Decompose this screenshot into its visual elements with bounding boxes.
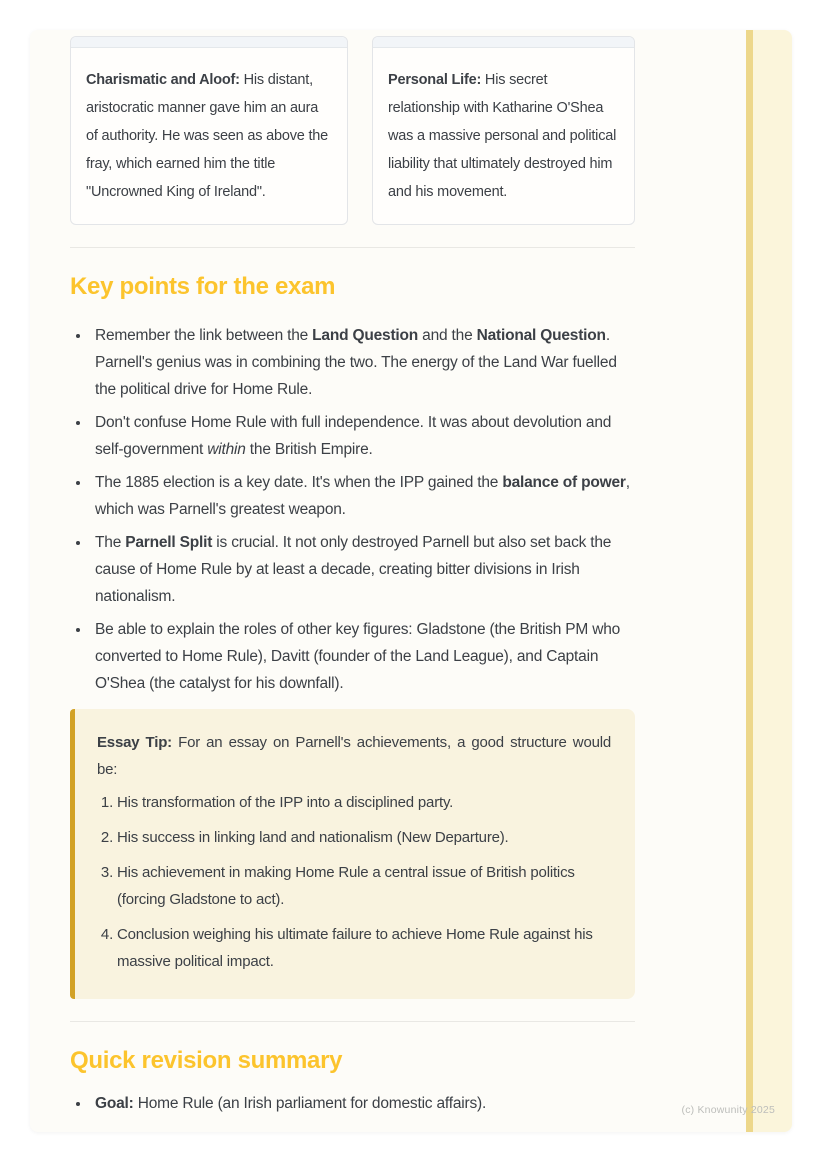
key-points-list xyxy=(70,322,635,697)
essay-structure-list xyxy=(97,789,611,975)
page-edge-strip xyxy=(753,30,792,1132)
callout-intro: Essay Tip: For an essay on Parnell's achievements, a good structure would be: xyxy=(97,734,611,778)
page-accent-bar xyxy=(746,30,753,1132)
quick-summary-list xyxy=(70,1090,635,1117)
heading-quick-revision: Quick revision summary xyxy=(70,1047,343,1074)
info-card-personal-life xyxy=(372,36,635,225)
list-item: • Be able to explain the roles of other key figures: Gladstone (the British PM who converted to Home Rule), Davitt (founder of the Land League), and Captain O'Shea (the catalyst for his downfall). xyxy=(91,616,635,697)
card-body xyxy=(71,48,347,224)
card-text: Charismatic and Aloof: His distant, aristocratic manner gave him an aura of authority. He was seen as above the fray, which earned him the title "Uncrowned King of Ireland". xyxy=(86,72,329,200)
list-item: • Goal: Home Rule (an Irish parliament for domestic affairs). xyxy=(91,1090,635,1117)
list-item: 4. Conclusion weighing his ultimate failure to achieve Home Rule against his massive political impact. xyxy=(117,921,611,975)
copyright-footer: (c) Knowunity 2025 xyxy=(681,1104,775,1116)
heading-key-points: Key points for the exam xyxy=(70,273,336,300)
clipped-previous-row-remnant xyxy=(71,37,347,48)
card-text: Personal Life: His secret relationship with Katharine O'Shea was a massive personal and political liability that ultimately destroyed him and his movement. xyxy=(388,72,617,200)
essay-tip-callout xyxy=(70,709,635,999)
list-item: 2. His success in linking land and nationalism (New Departure). xyxy=(117,824,611,851)
list-item: 3. His achievement in making Home Rule a central issue of British politics (forcing Gladstone to act). xyxy=(117,859,611,913)
clipped-previous-row-remnant xyxy=(373,37,634,48)
section-divider xyxy=(70,247,635,248)
list-item: • Don't confuse Home Rule with full independence. It was about devolution and self-government within the British Empire. xyxy=(91,409,635,463)
attribute-cards-row xyxy=(70,36,635,225)
list-item: • The Parnell Split is crucial. It not only destroyed Parnell but also set back the cause of Home Rule by at least a decade, creating bitter divisions in Irish nationalism. xyxy=(91,529,635,610)
section-divider xyxy=(70,1021,635,1022)
list-item: 1. His transformation of the IPP into a disciplined party. xyxy=(117,789,611,816)
list-item: • Remember the link between the Land Question and the National Question. Parnell's genius was in combining the two. The energy of the Land War fuelled the political drive for Home Rule. xyxy=(91,322,635,403)
card-body xyxy=(373,48,634,224)
page-content xyxy=(70,30,635,1117)
info-card-charismatic xyxy=(70,36,348,225)
document-page xyxy=(30,30,792,1132)
list-item: • The 1885 election is a key date. It's when the IPP gained the balance of power, which was Parnell's greatest weapon. xyxy=(91,469,635,523)
